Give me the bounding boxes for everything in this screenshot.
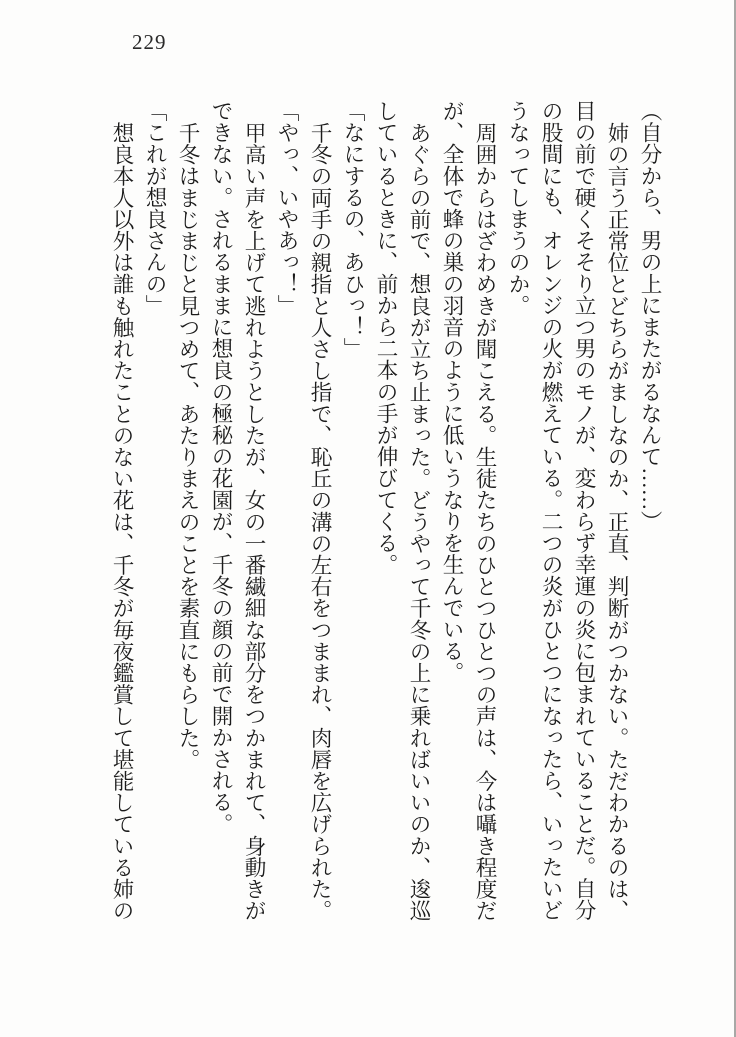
text-line: 甲高い声を上げて逃れようとしたが、女の一番繊細な部分をつかまれて、身動きが <box>242 121 266 921</box>
page-number: 229 <box>132 30 167 54</box>
text-line: の股間にも、オレンジの火が燃えている。二つの炎がひとつになったら、いったいど <box>539 100 563 921</box>
text-line: 千冬の両手の親指と人さし指で、恥丘の溝の左右をつままれ、肉唇を広げられた。 <box>308 121 332 921</box>
text-line: 周囲からはざわめきが聞こえる。生徒たちのひとつひとつの声は、今は囁き程度だ <box>473 121 497 921</box>
text-line: 「これが想良さんの」 <box>143 100 167 316</box>
text-line: が、全体で蜂の巣の羽音のように低いうなりを生んでいる。 <box>440 100 464 684</box>
text-line: 目の前で硬くそそり立つ男のモノが、変わらず幸運の炎に包まれていることだ。自分 <box>572 100 596 921</box>
text-line: しているときに、前から二本の手が伸びてくる。 <box>374 100 398 576</box>
text-line: 姉の言う正常位とどちらがましなのか、正直、判断がつかない。ただわかるのは、 <box>605 121 629 921</box>
text-block <box>105 100 666 928</box>
text-line: （自分から、男の上にまたがるなんて……） <box>638 100 662 532</box>
text-line: できない。されるままに想良の極秘の花園が、千冬の顔の前で開かされる。 <box>209 100 233 835</box>
text-line: うなってしまうのか。 <box>506 100 530 316</box>
text-line: あぐらの前で、想良が立ち止まった。どうやって千冬の上に乗ればいいのか、逡巡 <box>407 121 431 921</box>
text-line: 「やっ、いやあっ！」 <box>275 100 299 316</box>
text-line: 想良本人以外は誰も触れたことのない花は、千冬が毎夜鑑賞して堪能している姉の <box>110 121 134 921</box>
text-line: 千冬はまじまじと見つめて、あたりまえのことを素直にもらした。 <box>176 121 200 770</box>
text-line: 「なにするの、あひっ！」 <box>341 100 365 360</box>
